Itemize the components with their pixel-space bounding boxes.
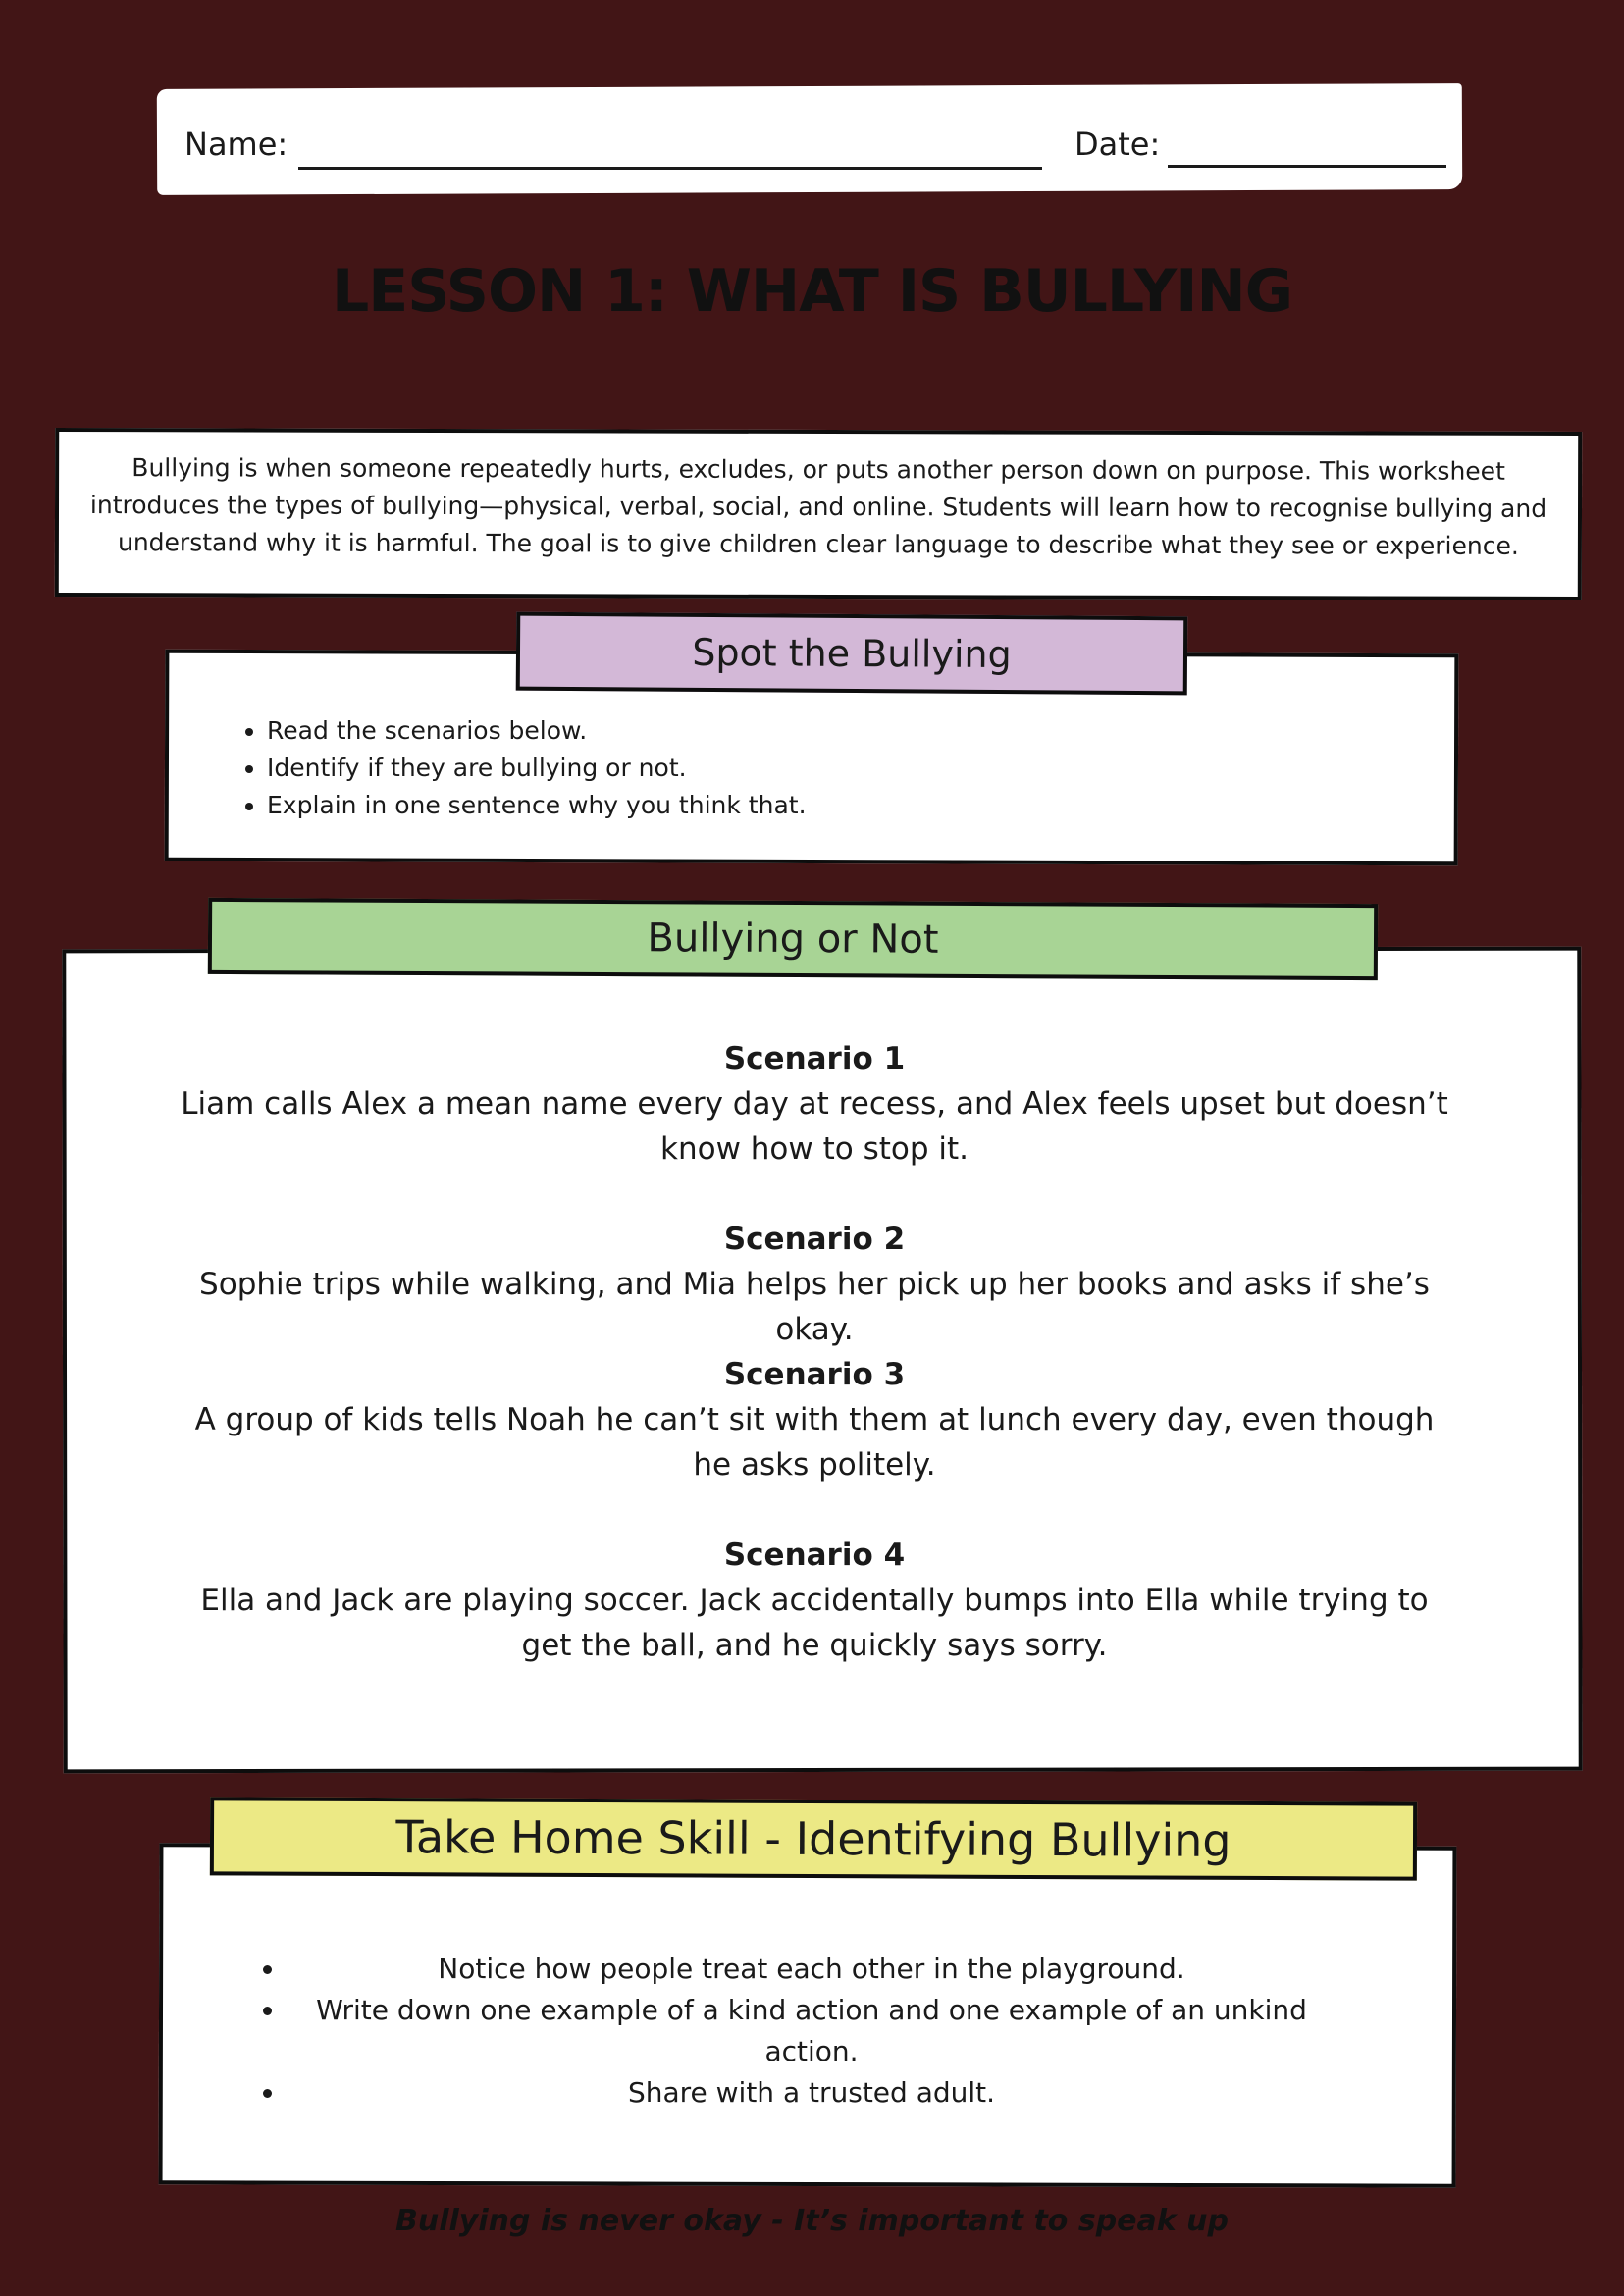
list-item: • Notice how people treat each other in the playground. xyxy=(287,1949,1336,1990)
name-date-strip xyxy=(157,83,1462,195)
footer-note: Bullying is never okay - It’s important to speak up xyxy=(394,2204,1229,2238)
bullying-or-not-heading xyxy=(208,898,1378,980)
scenario-1 xyxy=(177,1036,1452,1172)
spot-heading-text: Spot the Bullying xyxy=(692,630,1012,677)
scenario-4 xyxy=(177,1533,1452,1668)
take-home-heading xyxy=(210,1797,1417,1880)
scenario-2 xyxy=(177,1217,1452,1352)
scenario-title: Scenario 2 xyxy=(723,1222,906,1257)
scenario-text: A group of kids tells Noah he can’t sit with them at lunch every day, even though he asks politely. xyxy=(194,1402,1435,1483)
list-item: • Write down one example of a kind action and one example of an unkind action. xyxy=(287,1990,1336,2072)
scenario-3 xyxy=(177,1352,1452,1487)
scenario-title: Scenario 4 xyxy=(723,1538,906,1573)
page-title: LESSON 1: WHAT IS BULLYING xyxy=(332,257,1292,326)
list-item: • Identify if they are bullying or not. xyxy=(267,750,807,787)
list-item: • Share with a trusted adult. xyxy=(287,2072,1336,2113)
take-home-heading-text: Take Home Skill - Identifying Bullying xyxy=(395,1810,1231,1867)
scenario-text: Ella and Jack are playing soccer. Jack accidentally bumps into Ella while trying to get the ball, and he quickly says sorry. xyxy=(200,1583,1429,1663)
date-input-line[interactable] xyxy=(1168,165,1446,168)
spot-instructions-list xyxy=(236,712,807,824)
intro-text: Bullying is when someone repeatedly hurts, excludes, or puts another person down on purpose. This worksheet introduces the types of bullying—physical, verbal, social, and online. Students will learn how to recognise bullying and understand why it is harmful. The goal is to give children clear language to describe what they see or experience. xyxy=(89,453,1547,560)
list-item: • Explain in one sentence why you think that. xyxy=(267,787,807,824)
spot-the-bullying-heading xyxy=(516,612,1188,696)
scenarios-heading-text: Bullying or Not xyxy=(647,915,939,963)
date-label: Date: xyxy=(1074,126,1161,163)
take-home-list xyxy=(257,1949,1336,2113)
name-label: Name: xyxy=(184,126,288,163)
scenario-text: Liam calls Alex a mean name every day at recess, and Alex feels upset but doesn’t know how to stop it. xyxy=(181,1086,1448,1167)
scenario-title: Scenario 3 xyxy=(723,1357,906,1392)
intro-box xyxy=(55,428,1582,600)
scenario-text: Sophie trips while walking, and Mia helps her pick up her books and asks if she’s okay. xyxy=(199,1267,1430,1347)
list-item: • Read the scenarios below. xyxy=(267,712,807,750)
name-input-line[interactable] xyxy=(298,167,1042,170)
scenario-title: Scenario 1 xyxy=(723,1041,906,1076)
